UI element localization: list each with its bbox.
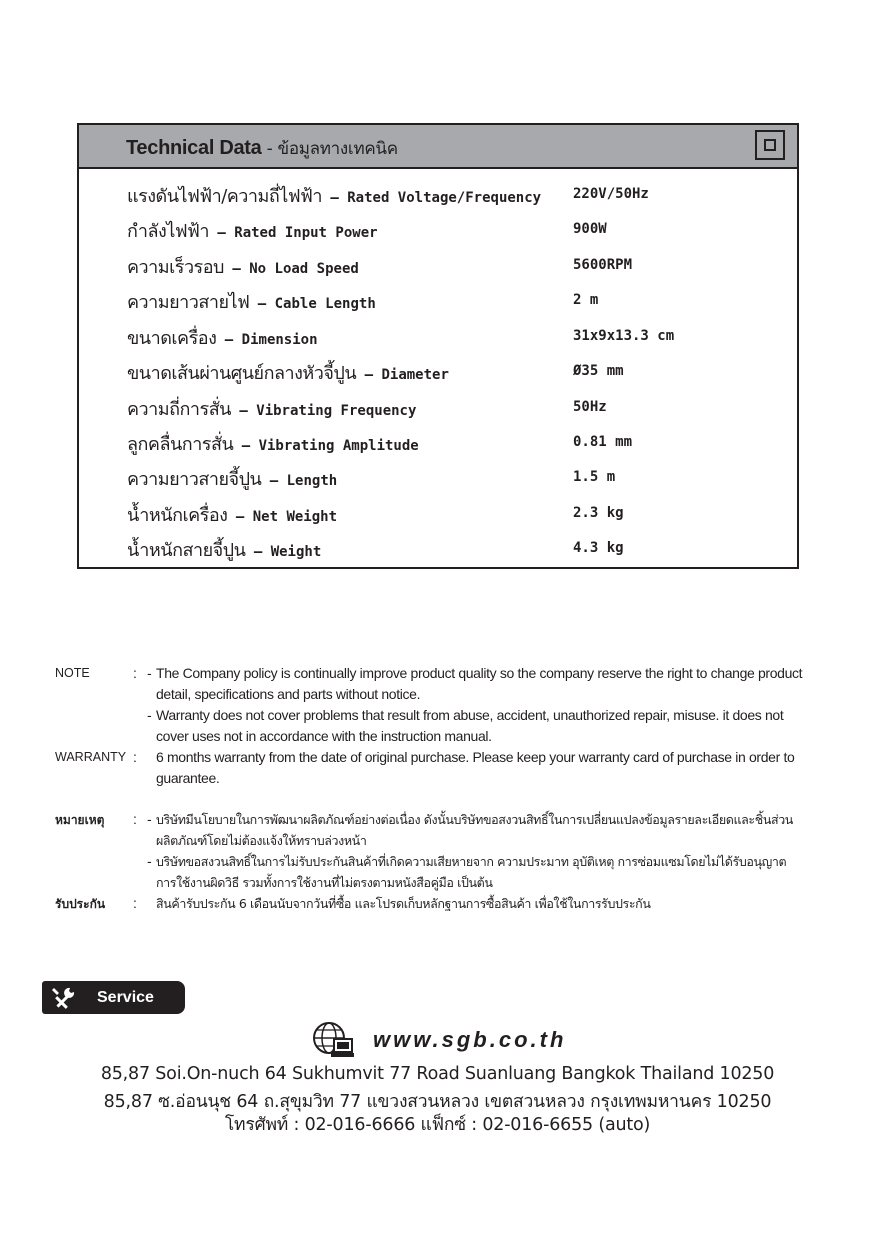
spec-label-en: – Length [261,473,338,489]
spec-row-length [79,460,797,495]
spec-label-en: – Vibrating Amplitude [233,438,419,454]
spec-label-th: ความยาวสายไฟ [127,292,250,313]
address-thai: 85,87 ซ.อ่อนนุช 64 ถ.สุขุมวิท 77 แขวงสวนหลวง เขตสวนหลวง กรุงเทพมหานคร 10250 [103,1092,772,1112]
spec-value: 31x9x13.3 cm [573,328,675,344]
note-1-line-1: The Company policy is continually improve product quality so the company reserve the right to change product [156,665,803,681]
spec-label [127,216,378,245]
spec-label-en: – Weight [245,544,322,560]
spec-label-th: น้ำหนักสายจี้ปูน [127,540,246,561]
spec-value: 50Hz [573,399,607,415]
spec-row-power [79,212,797,247]
spec-label-en: – Cable Length [249,296,376,312]
spec-row-net-weight [79,496,797,531]
spec-label-th: แรงดันไฟฟ้า/ความถี่ไฟฟ้า [127,186,322,207]
spec-value: 900W [573,221,607,237]
contact-phone-fax: โทรศัพท์ : 02-016-6666 แฟ็กซ์ : 02-016-6655 (auto) [224,1115,651,1135]
warranty-colon: : [133,749,137,765]
note-dash: - [147,707,152,723]
spec-label [127,464,337,493]
website-link[interactable]: www.sgb.co.th [373,1027,567,1052]
note-2-line-2: cover uses not in accordance with the instruction manual. [156,728,492,744]
spec-label-en: – Net Weight [227,509,338,525]
spec-label [127,181,541,210]
thai-note-colon: : [133,811,137,827]
spec-label-th: ความเร็วรอบ [127,257,224,278]
thai-warranty-line-1: สินค้ารับประกัน 6 เดือนนับจากวันที่ซื้อ และโปรดเก็บหลักฐานการซื้อสินค้า เพื่อใช้ในการรับประกัน [156,896,651,911]
thai-note-dash: - [147,853,152,869]
note-label: NOTE [55,666,90,680]
note-2-line-1: Warranty does not cover problems that result from abuse, accident, unauthorized repair, misuse. it does not [156,707,784,723]
thai-note-2-line-1: บริษัทขอสงวนสิทธิ์ในการไม่รับประกันสินค้าที่เกิดความเสียหายจาก ความประมาท อุบัติเหตุ การซ่อมแซมโดยไม่ได้รับอนุญาต [156,854,787,869]
spec-label-th: กำลังไฟฟ้า [127,221,209,242]
warranty-label: WARRANTY [55,750,127,764]
spec-row-voltage [79,177,797,212]
spec-value: 5600RPM [573,257,633,273]
spec-label [127,394,416,423]
spec-row-speed [79,248,797,283]
spec-label-th: น้ำหนักเครื่อง [127,505,228,526]
spec-row-diameter [79,354,797,389]
warranty-line-1: 6 months warranty from the date of original purchase. Please keep your warranty card of purchase in order to [156,749,795,765]
double-square-icon [755,130,785,160]
spec-label [127,358,449,387]
thai-note-1-line-1: บริษัทมีนโยบายในการพัฒนาผลิตภัณฑ์อย่างต่อเนื่อง ดังนั้นบริษัทขอสงวนสิทธิ์ในการเปลี่ยนแปลงข้อมูลรายละเอียดและชิ้นส่วน [156,812,793,827]
spec-value: 2.3 kg [573,505,624,521]
spec-label-en: – Rated Voltage/Frequency [321,190,542,206]
spec-label-en: – Vibrating Frequency [230,403,417,419]
spec-label [127,287,376,316]
spec-row-cable-length [79,283,797,318]
spec-label-th: ความถี่การสั่น [127,399,231,420]
spec-label-en: – Diameter [356,367,449,383]
spec-label [127,500,337,529]
service-label: Service [97,989,154,1006]
spec-label [127,535,321,564]
spec-label-en: – Rated Input Power [208,225,378,241]
spec-label-th: ความยาวสายจี้ปูน [127,469,262,490]
warranty-line-2: guarantee. [156,770,220,786]
thai-note-1-line-2: ผลิตภัณฑ์โดยไม่ต้องแจ้งให้ทราบล่วงหน้า [156,833,367,848]
spec-label [127,252,359,281]
spec-value: 220V/50Hz [573,186,649,202]
wrench-screwdriver-icon [50,986,76,1010]
title-th: - ข้อมูลทางเทคนิค [261,139,398,159]
spec-value: 4.3 kg [573,540,624,556]
note-colon: : [133,665,137,681]
title-en: Technical Data [126,137,262,159]
spec-label-th: ขนาดเส้นผ่านศูนย์กลางหัวจี้ปูน [127,363,357,384]
technical-data-header [79,125,797,169]
spec-value: Ø35 mm [573,363,624,379]
note-dash: - [147,665,152,681]
spec-label [127,429,419,458]
thai-warranty-colon: : [133,895,137,911]
spec-label-en: – No Load Speed [223,261,359,277]
double-square-inner [764,139,776,151]
thai-warranty-label: รับประกัน [55,897,106,911]
spec-label [127,323,318,352]
spec-label-th: ลูกคลื่นการสั่น [127,434,234,455]
spec-row-dimension [79,319,797,354]
spec-label-th: ขนาดเครื่อง [127,328,217,349]
note-1-line-2: detail, specifications and parts without notice. [156,686,421,702]
technical-data-table [77,123,799,569]
thai-note-label: หมายเหตุ [55,813,105,827]
address-english: 85,87 Soi.On-nuch 64 Sukhumvit 77 Road Suanluang Bangkok Thailand 10250 [100,1064,775,1084]
thai-note-dash: - [147,811,152,827]
service-badge [42,981,185,1014]
thai-note-2-line-2: การใช้งานผิดวิธี รวมทั้งการใช้งานที่ไม่ตรงตามหนังสือคู่มือ เป็นต้น [156,875,493,890]
spec-label-en: – Dimension [216,332,318,348]
spec-value: 2 m [573,292,599,308]
spec-row-vibrating-frequency [79,390,797,425]
technical-data-title [126,135,398,162]
spec-value: 0.81 mm [573,434,633,450]
globe-computer-icon [312,1021,354,1059]
spec-value: 1.5 m [573,469,616,485]
spec-row-weight [79,531,797,566]
spec-row-vibrating-amplitude [79,425,797,460]
